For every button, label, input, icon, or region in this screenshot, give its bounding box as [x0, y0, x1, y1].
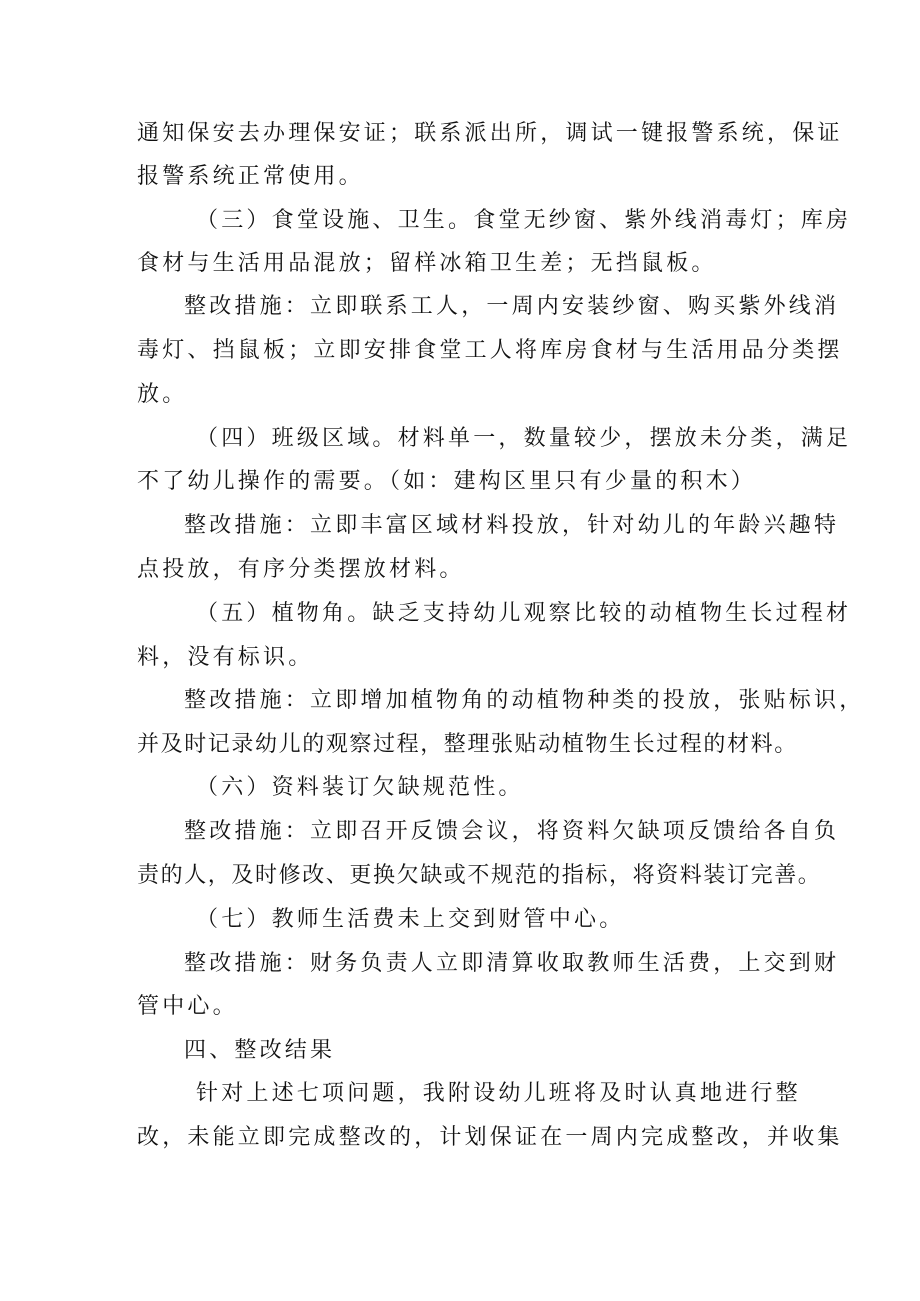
text-line: 毒灯、挡鼠板；立即安排食堂工人将库房食材与生活用品分类摆 [137, 338, 843, 363]
text-line: 责的人，及时修改、更换欠缺或不规范的指标，将资料装订完善。 [137, 863, 822, 888]
text-line: （六）资料装订欠缺规范性。 [196, 775, 524, 800]
text-line: （五）植物角。缺乏支持幼儿观察比较的动植物生长过程材 [196, 601, 852, 626]
text-line: 食材与生活用品混放；留样冰箱卫生差；无挡鼠板。 [137, 251, 717, 276]
text-line: （四）班级区域。材料单一，数量较少，摆放未分类，满足 [196, 426, 852, 451]
text-line: 整改措施：立即丰富区域材料投放，针对幼儿的年龄兴趣特 [184, 513, 840, 538]
section-heading: 四、整改结果 [184, 1038, 336, 1063]
text-line: 通知保安去办理保安证；联系派出所，调试一键报警系统，保证 [137, 121, 843, 146]
text-line: 整改措施：立即召开反馈会议，将资料欠缺项反馈给各自负 [184, 819, 840, 844]
text-line: 料，没有标识。 [137, 645, 314, 670]
text-line: 针对上述七项问题，我附设幼儿班将及时认真地进行整 [196, 1081, 801, 1106]
text-line: 整改措施：立即联系工人，一周内安装纱窗、购买紫外线消 [184, 294, 840, 319]
text-line: 整改措施：立即增加植物角的动植物种类的投放，张贴标识， [184, 688, 865, 713]
text-line: 点投放，有序分类摆放材料。 [137, 557, 465, 582]
text-line: （三）食堂设施、卫生。食堂无纱窗、紫外线消毒灯；库房 [196, 208, 852, 233]
text-line: 报警系统正常使用。 [137, 164, 364, 189]
text-line: 整改措施：财务负责人立即清算收取教师生活费，上交到财 [184, 951, 840, 976]
text-line: （七）教师生活费未上交到财管中心。 [196, 907, 625, 932]
text-line: 不了幼儿操作的需要。（如：建构区里只有少量的积木） [137, 469, 757, 494]
text-line: 放。 [137, 382, 188, 407]
text-line: 管中心。 [137, 994, 238, 1019]
text-line: 改，未能立即完成整改的，计划保证在一周内完成整改，并收集 [137, 1125, 843, 1150]
text-line: 并及时记录幼儿的观察过程，整理张贴动植物生长过程的材料。 [137, 732, 798, 757]
